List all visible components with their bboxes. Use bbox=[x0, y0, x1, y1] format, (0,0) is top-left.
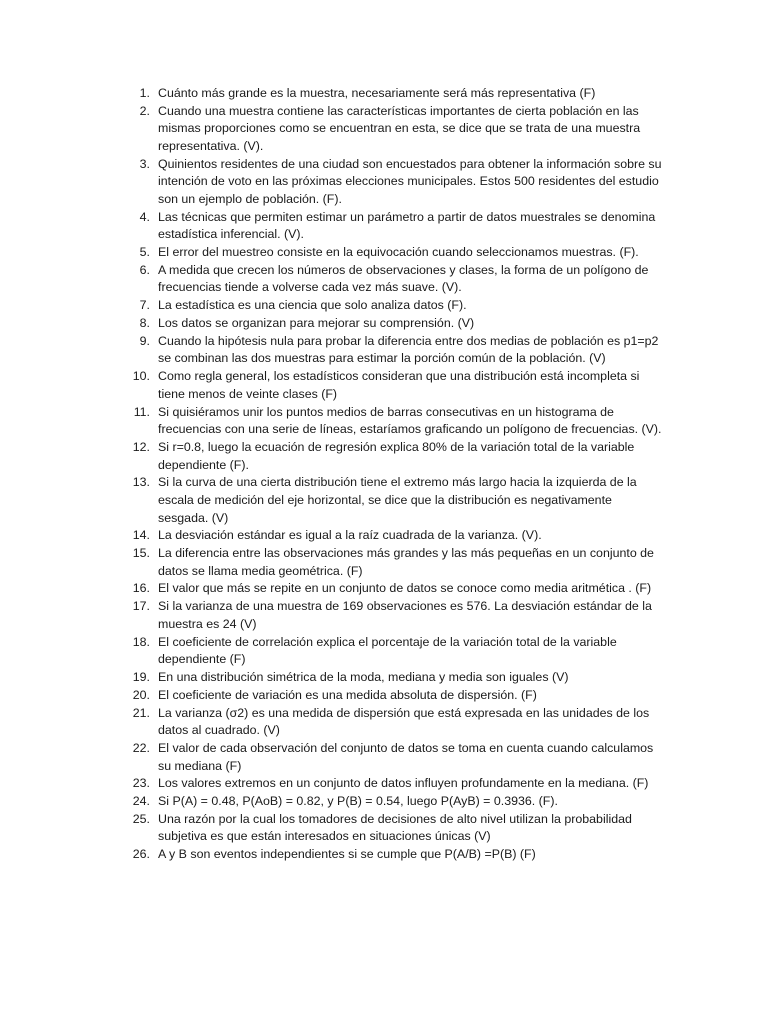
question-text: A medida que crecen los números de observaciones y clases, la forma de un polígono de frecuencias tiende a volverse cada vez más suave. (V). bbox=[158, 262, 649, 295]
question-item bbox=[122, 404, 662, 439]
question-number: 21. bbox=[132, 705, 150, 720]
question-text: La diferencia entre las observaciones más grandes y las más pequeñas en un conjunto de datos se llama media geométrica. (F) bbox=[158, 546, 654, 578]
question-item bbox=[122, 333, 662, 368]
question-text: Cuando una muestra contiene las características importantes de cierta población en las mismas proporciones como se encuentran en esta, se dice que se trata de una muestra representativa. (V). bbox=[158, 103, 641, 153]
question-number: 5. bbox=[139, 245, 150, 260]
question-text: La desviación estándar es igual a la raíz cuadrada de la varianza. (V). bbox=[158, 528, 542, 543]
question-text: La varianza (σ2) es una medida de dispersión que está expresada en las unidades de los datos al cuadrado. (V) bbox=[158, 705, 650, 738]
question-text: Si quisiéramos unir los puntos medios de barras consecutivas en un histograma de frecuencias con una serie de líneas, estaríamos graficando un polígono de frecuencias. (V). bbox=[158, 404, 662, 437]
question-number: 8. bbox=[139, 316, 150, 331]
question-number: 18. bbox=[132, 634, 150, 649]
question-number: 25. bbox=[132, 811, 150, 826]
question-item bbox=[122, 474, 662, 527]
question-number: 6. bbox=[139, 262, 150, 277]
question-item bbox=[122, 669, 662, 687]
question-item bbox=[122, 775, 662, 793]
question-item bbox=[122, 209, 662, 244]
question-item bbox=[122, 545, 662, 580]
question-text: Quinientos residentes de una ciudad son encuestados para obtener la información sobre su intención de voto en las próximas elecciones municipales. Estos 500 residentes del estudio son un ejemplo de población. (F). bbox=[158, 156, 662, 206]
question-item bbox=[122, 634, 662, 669]
question-number: 1. bbox=[139, 86, 150, 100]
question-text: El valor de cada observación del conjunto de datos se toma en cuenta cuando calculamos su mediana (F) bbox=[158, 740, 654, 773]
question-item bbox=[122, 580, 662, 598]
question-item bbox=[122, 368, 662, 403]
question-item bbox=[122, 103, 662, 156]
question-item bbox=[122, 846, 662, 864]
true-false-question-list bbox=[122, 85, 662, 864]
question-number: 2. bbox=[139, 103, 150, 118]
question-number: 10. bbox=[132, 369, 150, 384]
question-number: 16. bbox=[132, 581, 150, 596]
question-number: 26. bbox=[132, 847, 150, 862]
question-number: 23. bbox=[132, 776, 150, 791]
question-number: 12. bbox=[132, 439, 150, 454]
question-number: 9. bbox=[139, 333, 150, 348]
question-text: Como regla general, los estadísticos consideran que una distribución está incompleta si tiene menos de veinte clases (F) bbox=[158, 369, 640, 401]
question-number: 17. bbox=[132, 599, 150, 614]
question-text: Cuando la hipótesis nula para probar la diferencia entre dos medias de población es p1=p2 se combinan las dos muestras para estimar la porción común de la población. (V) bbox=[158, 333, 659, 366]
question-item bbox=[122, 527, 662, 545]
question-item bbox=[122, 598, 662, 633]
question-text: La estadística es una ciencia que solo analiza datos (F). bbox=[158, 298, 467, 313]
question-item bbox=[122, 439, 662, 474]
question-text: El error del muestreo consiste en la equivocación cuando seleccionamos muestras. (F). bbox=[158, 245, 639, 260]
question-item bbox=[122, 740, 662, 775]
question-text: A y B son eventos independientes si se cumple que P(A/B) =P(B) (F) bbox=[158, 847, 536, 862]
question-text: Una razón por la cual los tomadores de decisiones de alto nivel utilizan la probabilidad subjetiva es que están interesados en situaciones únicas (V) bbox=[158, 811, 632, 844]
question-item bbox=[122, 297, 662, 315]
question-item bbox=[122, 156, 662, 209]
question-number: 3. bbox=[139, 156, 150, 171]
question-item bbox=[122, 315, 662, 333]
question-number: 14. bbox=[132, 528, 150, 543]
question-text: Si la varianza de una muestra de 169 observaciones es 576. La desviación estándar de la muestra es 24 (V) bbox=[158, 599, 652, 631]
question-number: 7. bbox=[139, 298, 150, 313]
question-text: El valor que más se repite en un conjunto de datos se conoce como media aritmética . (F) bbox=[158, 581, 652, 596]
question-item bbox=[122, 705, 662, 740]
question-item bbox=[122, 687, 662, 705]
question-item bbox=[122, 85, 662, 103]
question-number: 11. bbox=[133, 404, 150, 419]
question-text: El coeficiente de correlación explica el porcentaje de la variación total de la variable dependiente (F) bbox=[158, 634, 617, 667]
question-text: Los valores extremos en un conjunto de datos influyen profundamente en la mediana. (F) bbox=[158, 776, 649, 791]
question-text: Las técnicas que permiten estimar un parámetro a partir de datos muestrales se denomina estadística inferencial. (V). bbox=[158, 209, 656, 242]
question-text: Los datos se organizan para mejorar su comprensión. (V) bbox=[158, 316, 475, 331]
question-number: 15. bbox=[132, 546, 150, 561]
question-text: Si r=0.8, luego la ecuación de regresión explica 80% de la variación total de la variable dependiente (F). bbox=[158, 439, 635, 472]
question-number: 13. bbox=[132, 475, 150, 490]
question-text: El coeficiente de variación es una medida absoluta de dispersión. (F) bbox=[158, 687, 537, 702]
question-text: Cuánto más grande es la muestra, necesariamente será más representativa (F) bbox=[158, 86, 596, 100]
question-text: En una distribución simétrica de la moda, mediana y media son iguales (V) bbox=[158, 669, 569, 684]
question-number: 19. bbox=[132, 669, 150, 684]
question-number: 20. bbox=[132, 687, 150, 702]
question-text: Si P(A) = 0.48, P(AoB) = 0.82, y P(B) = 0.54, luego P(AyB) = 0.3936. (F). bbox=[158, 794, 558, 809]
question-number: 24. bbox=[132, 794, 150, 809]
question-item bbox=[122, 244, 662, 262]
question-item bbox=[122, 793, 662, 811]
question-item bbox=[122, 811, 662, 846]
question-number: 4. bbox=[139, 209, 150, 224]
question-number: 22. bbox=[132, 740, 150, 755]
question-text: Si la curva de una cierta distribución tiene el extremo más largo hacia la izquierda de la escala de medición del eje horizontal, se dice que la distribución es negativamente sesgada. (V) bbox=[158, 475, 637, 525]
question-item bbox=[122, 262, 662, 297]
